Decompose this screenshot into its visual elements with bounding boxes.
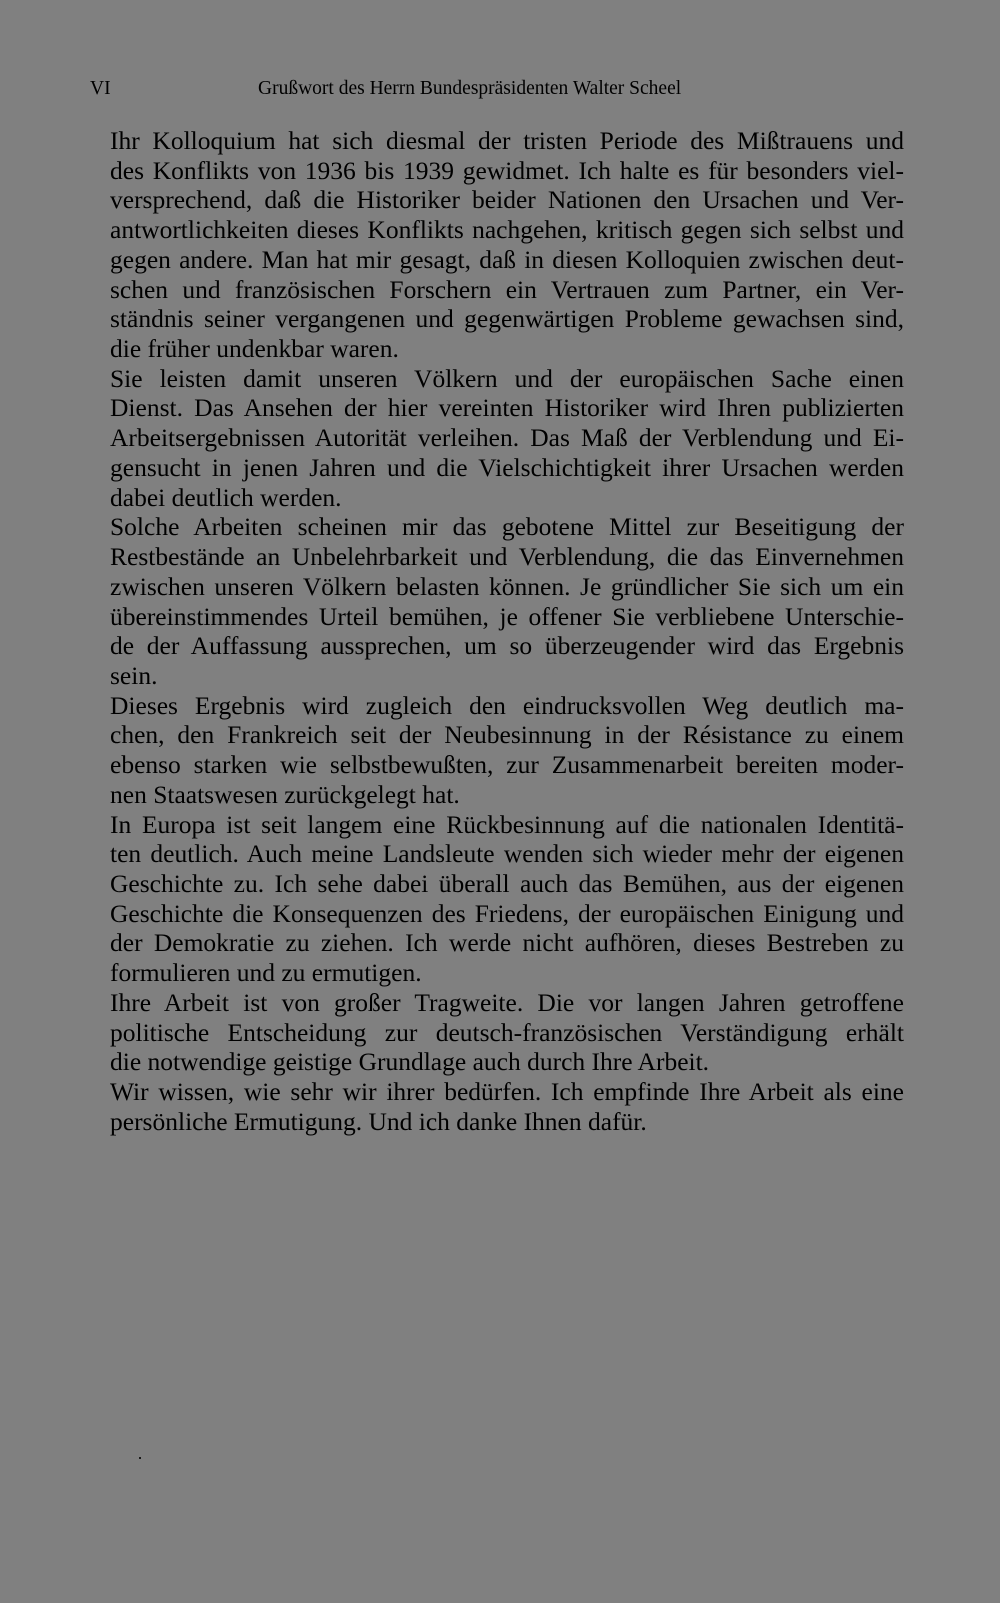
text-line: gensucht in jenen Jahren und die Vielschichtigkeit ihrer Ursachen werden — [110, 452, 904, 482]
paragraph — [88, 512, 904, 690]
paragraph — [88, 364, 904, 513]
text-line: de der Auffassung aussprechen, um so überzeugender wird das Ergebnis — [110, 631, 904, 661]
text-line: In Europa ist seit langem eine Rückbesinnung auf die nationalen Identitä- — [110, 809, 904, 839]
running-head — [90, 74, 910, 104]
text-line: Arbeitsergebnissen Autorität verleihen. Das Maß der Verblendung und Ei- — [110, 423, 904, 453]
text-line: die notwendige geistige Grundlage auch durch Ihre Arbeit. — [110, 1047, 710, 1077]
text-line: Geschichte zu. Ich sehe dabei überall auch das Bemühen, aus der eigenen — [110, 868, 904, 898]
text-line: Wir wissen, wie sehr wir ihrer bedürfen. Ich empfinde Ihre Arbeit als eine — [110, 1077, 904, 1106]
page-number: VI — [90, 78, 111, 99]
text-line: ebenso starken wie selbstbewußten, zur Zusammenarbeit bereiten moder- — [110, 750, 904, 780]
scan-speck — [139, 1457, 141, 1459]
body-text — [88, 126, 904, 1136]
text-line: übereinstimmendes Urteil bemühen, je offener Sie verbliebene Unterschie- — [110, 601, 904, 631]
text-line: Dieses Ergebnis wird zugleich den eindrucksvollen Weg deutlich ma- — [110, 690, 904, 720]
text-line: die früher undenkbar waren. — [110, 334, 399, 364]
text-line: nen Staatswesen zurückgelegt hat. — [110, 779, 460, 809]
paragraph — [88, 126, 904, 364]
text-line: schen und französischen Forschern ein Vertrauen zum Partner, ein Ver- — [110, 274, 904, 304]
text-line: versprechend, daß die Historiker beider Nationen den Ursachen und Ver- — [110, 185, 904, 215]
text-line: formulieren und zu ermutigen. — [110, 958, 422, 988]
text-line: der Demokratie zu ziehen. Ich werde nicht aufhören, dieses Bestreben zu — [110, 928, 904, 958]
paragraph — [88, 988, 904, 1077]
text-line: Ihre Arbeit ist von großer Tragweite. Die vor langen Jahren getroffene — [110, 987, 904, 1017]
text-line: Dienst. Das Ansehen der hier vereinten Historiker wird Ihren publizierten — [110, 393, 904, 423]
text-line: ten deutlich. Auch meine Landsleute wenden sich wieder mehr der eigenen — [110, 839, 904, 869]
paragraph — [88, 810, 904, 988]
text-line: antwortlichkeiten dieses Konflikts nachgehen, kritisch gegen sich selbst und — [110, 215, 904, 245]
running-head-title: Grußwort des Herrn Bundespräsidenten Walter Scheel — [258, 78, 682, 99]
text-line: politische Entscheidung zur deutsch-französischen Verständigung erhält — [110, 1017, 904, 1047]
text-line: Restbestände an Unbelehrbarkeit und Verblendung, die das Einvernehmen — [110, 542, 904, 572]
text-line: dabei deutlich werden. — [110, 482, 342, 512]
text-line: persönliche Ermutigung. Und ich danke Ihnen dafür. — [110, 1106, 647, 1136]
paragraph — [88, 1077, 904, 1136]
paragraph — [88, 691, 904, 810]
text-line: Geschichte die Konsequenzen des Friedens, der europäischen Einigung und — [110, 898, 904, 928]
text-line: des Konflikts von 1936 bis 1939 gewidmet. Ich halte es für besonders viel- — [110, 155, 904, 185]
text-line: Solche Arbeiten scheinen mir das gebotene Mittel zur Beseitigung der — [110, 512, 904, 542]
text-line: gegen andere. Man hat mir gesagt, daß in diesen Kolloquien zwischen deut- — [110, 244, 904, 274]
text-line: chen, den Frankreich seit der Neubesinnung in der Résistance zu einem — [110, 720, 904, 750]
text-line: Sie leisten damit unseren Völkern und der europäischen Sache einen — [110, 363, 904, 393]
text-line: ständnis seiner vergangenen und gegenwärtigen Probleme gewachsen sind, — [110, 304, 904, 334]
text-line: Ihr Kolloquium hat sich diesmal der tristen Periode des Mißtrauens und — [110, 126, 904, 155]
text-line: sein. — [110, 660, 158, 690]
text-line: zwischen unseren Völkern belasten können. Je gründlicher Sie sich um ein — [110, 571, 904, 601]
